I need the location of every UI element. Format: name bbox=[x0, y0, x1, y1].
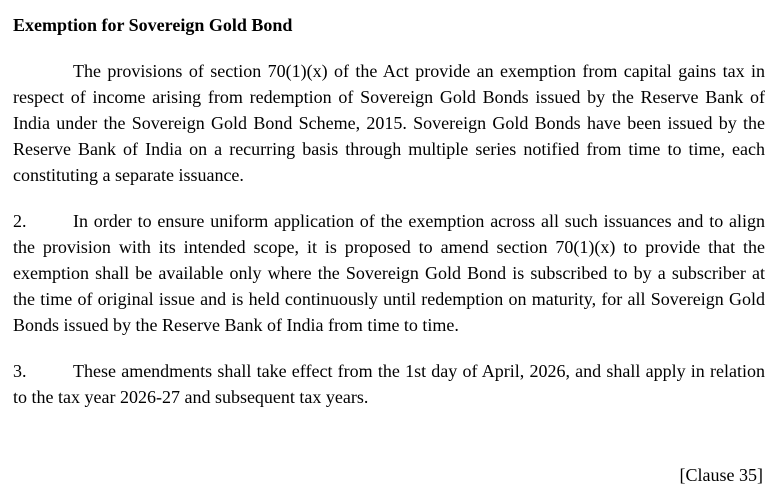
clause-reference: [Clause 35] bbox=[679, 465, 763, 485]
paragraph-3-number: 3. bbox=[13, 361, 27, 381]
paragraph-2-text: In order to ensure uniform application of the exemption across all such issuances and to align the provision with its intended scope, it is proposed to amend section 70(1)(x) to provide that the exemption shall be available only where the Sovereign Gold Bond is subscribed to by a subscriber at the time of original issue and is held continuously until redemption on maturity, for all Sovereign Gold Bonds issued by the Reserve Bank of India from time to time. bbox=[13, 211, 765, 335]
paragraph-1: The provisions of section 70(1)(x) of the Act provide an exemption from capital gains tax in respect of income arising from redemption of Sovereign Gold Bonds issued by the Reserve Bank of India under the Sovereign Gold Bond Scheme, 2015. Sovereign Gold Bonds have been issued by the Reserve Bank of India on a recurring basis through multiple series notified from time to time, each constituting a separate issuance. bbox=[13, 61, 765, 185]
section-heading: Exemption for Sovereign Gold Bond bbox=[13, 15, 293, 35]
paragraph-3-text: These amendments shall take effect from the 1st day of April, 2026, and shall apply in relation to the tax year 2026-27 and subsequent tax years. bbox=[13, 361, 765, 407]
paragraph-2-number: 2. bbox=[13, 211, 27, 231]
paragraph-3 bbox=[13, 358, 765, 410]
document-body bbox=[13, 12, 765, 410]
paragraph-2 bbox=[13, 208, 765, 338]
